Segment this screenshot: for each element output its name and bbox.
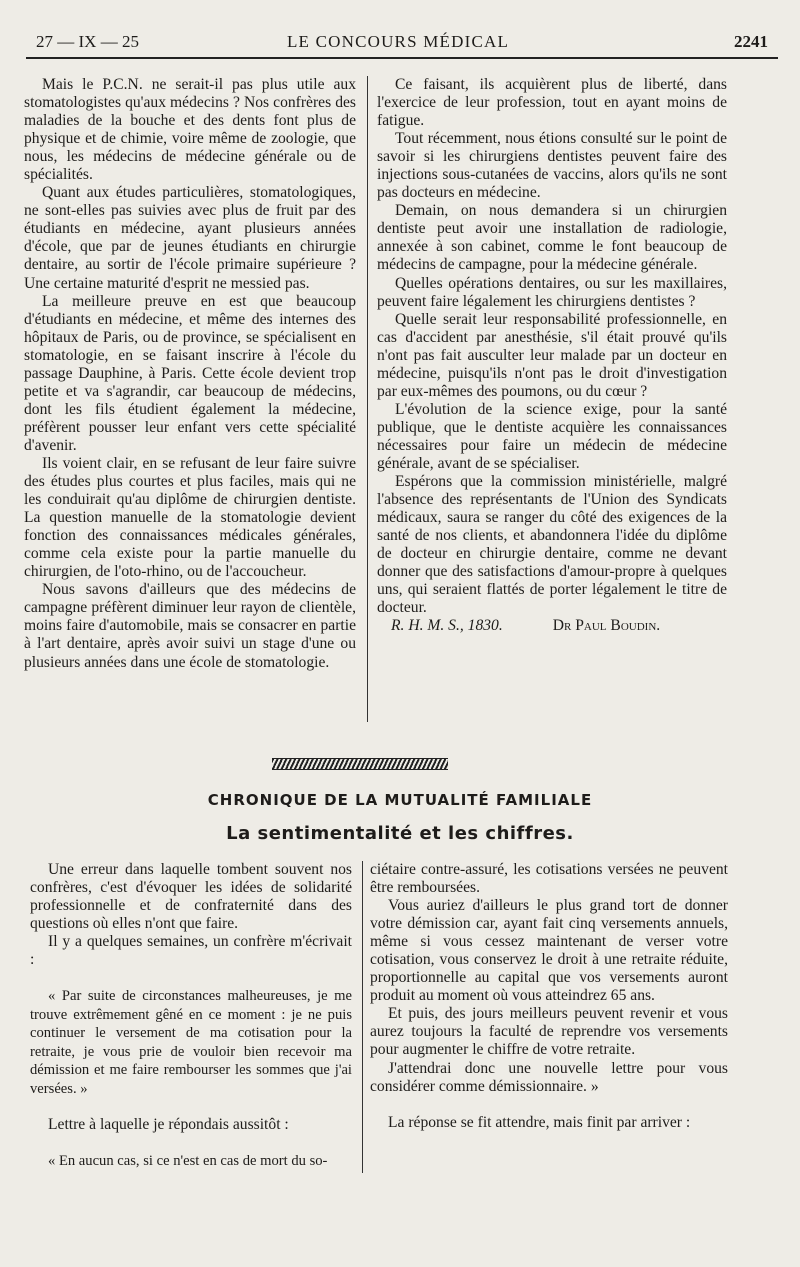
running-header bbox=[26, 30, 770, 56]
bottom-right-column bbox=[370, 861, 728, 1132]
header-rule bbox=[26, 57, 778, 59]
paragraph: Une erreur dans laquelle tombent souvent nos confrères, c'est d'évoquer les idées de solidarité professionnelle et de confraternité dans des questions où elles n'ont que faire. bbox=[30, 861, 352, 933]
paragraph: Demain, on nous demandera si un chirurgien dentiste peut avoir une installation de radiologie, annexée à son cabinet, comme le font beaucoup de médecins de campagne, pour la médecine générale. bbox=[377, 202, 727, 274]
paragraph: Vous auriez d'ailleurs le plus grand tort de donner votre démission car, ayant fait cinq versements annuels, même si vous cessez maintenant de verser votre cotisation, vous conservez le droit à une retraite réduite, proportionnelle au capital que vos versements auront produit au moment où vous atteindrez 65 ans. bbox=[370, 897, 728, 1005]
issue-date: 27 — IX — 25 bbox=[36, 32, 139, 51]
section-ornament bbox=[272, 758, 448, 770]
paragraph: Et puis, des jours meilleurs peuvent revenir et vous aurez toujours la faculté de reprendre vos versements pour augmenter le chiffre de votre retraite. bbox=[370, 1005, 728, 1059]
paragraph: Quelle serait leur responsabilité professionnelle, en cas d'accident par anesthésie, s'il était prouvé qu'ils n'ont pas fait ausculter leur malade par un docteur en médecine, puisqu'ils n'ont pas le droit d'investigation par eux-mêmes des poumons, ou du cœur ? bbox=[377, 310, 727, 400]
column-rule bbox=[362, 861, 363, 1173]
paragraph: Il y a quelques semaines, un confrère m'écrivait : bbox=[30, 933, 352, 969]
paragraph: La réponse se fit attendre, mais finit par arriver : bbox=[388, 1113, 691, 1131]
paragraph: Quelles opérations dentaires, ou sur les maxillaires, peuvent faire légalement les chirurgiens dentistes ? bbox=[377, 274, 727, 310]
paragraph: Ils voient clair, en se refusant de leur faire suivre des études plus courtes et plus faciles, mais qui ne les conduirait qu'au diplôme de chirurgien dentiste. La question manuelle de la stomatologie devient fonction des connaissances médicales générales, comme cela existe pour la partie manuelle du chirurgien, de l'oto-rhino, ou de l'accoucheur. bbox=[24, 454, 356, 581]
page-number: 2241 bbox=[734, 32, 768, 51]
article-source: R. H. M. S., 1830. bbox=[391, 617, 503, 635]
reply-start: « En aucun cas, si ce n'est en cas de mort du so- bbox=[48, 1153, 328, 1170]
top-left-column bbox=[24, 76, 356, 672]
article-author: Dr Paul Boudin. bbox=[552, 617, 661, 635]
signature-line bbox=[377, 617, 727, 635]
paragraph: Tout récemment, nous étions consulté sur le point de savoir si les chirurgiens dentistes peuvent faire des injections sous-cutanées de vaccins, alors qu'ils ne sont pas docteurs en médecine. bbox=[377, 130, 727, 202]
paragraph: Mais le P.C.N. ne serait-il pas plus utile aux stomatologistes qu'aux médecins ? Nos confrères des maladies de la bouche et des dents font plus de physique et de chimie, voire même de zoologie, que nous, les médecins de médecine générale ou de spécialités. bbox=[24, 76, 356, 184]
paragraph: J'attendrai donc une nouvelle lettre pour vous considérer comme démissionnaire. » bbox=[370, 1059, 728, 1095]
column-rule bbox=[367, 76, 368, 722]
top-right-column bbox=[377, 76, 727, 635]
section-title: CHRONIQUE DE LA MUTUALITÉ FAMILIALE bbox=[207, 791, 593, 809]
paragraph: Nous savons d'ailleurs que des médecins de campagne préfèrent diminuer leur rayon de clientèle, moins faire d'automobile, mais se consacrer en partie à l'art dentaire, après avoir suivi un stage d'une ou plusieurs années dans une école de stomatologie. bbox=[24, 581, 356, 671]
journal-title: LE CONCOURS MÉDICAL bbox=[286, 32, 510, 51]
paragraph: L'évolution de la science exige, pour la santé publique, que le dentiste acquière les connaissances nécessaires pour faire un médecin de médecine générale, avant de se spécialiser. bbox=[377, 400, 727, 472]
paragraph: Espérons que la commission ministérielle, malgré l'absence des représentants de l'Union des Syndicats médicaux, saura se ranger du côté des exigences de la santé de nos clients, et abandonnera l'idée du diplôme de docteur en chirurgie dentaire, comme ne devant donner que des satisfactions d'amour-propre à quelques uns, qui seraient flattés de porter légalement le titre de docteur. bbox=[377, 473, 727, 617]
section-subtitle: La sentimentalité et les chiffres. bbox=[226, 823, 574, 844]
paragraph: La meilleure preuve en est que beaucoup d'étudiants en médecine, et même des internes des hôpitaux de Paris, ou de province, se spécialisent en stomatologie, en se faisant inscrire à l'école du passage Dauphine, à Paris. Cette école devient trop petite et va s'agrandir, car beaucoup de médecins, dont les fils étudient également la médecine, préfèrent pousser leur enfant vers cette spécialité d'avenir. bbox=[24, 292, 356, 454]
quoted-letter: « Par suite de circonstances malheureuses, je me trouve extrêmement gêné en ce moment : je ne puis continuer le versement de ma cotisation pour la retraite, je vous prie de vouloir bien recevoir ma démission et me faire rembourser les sommes que j'ai versées. » bbox=[30, 988, 352, 1097]
paragraph: ciétaire contre-assuré, les cotisations versées ne peuvent être remboursées. bbox=[370, 861, 728, 897]
paragraph: Lettre à laquelle je répondais aussitôt : bbox=[48, 1116, 289, 1134]
paragraph: Ce faisant, ils acquièrent plus de liberté, dans l'exercice de leur profession, tout en ayant moins de fatigue. bbox=[377, 76, 727, 130]
paragraph: Quant aux études particulières, stomatologiques, ne sont-elles pas suivies avec plus de fruit par des étudiants en médecine, ayant plusieurs années d'école, que par de jeunes étudiants en chirurgie dentaire, au sortir de l'école primaire supérieure ? Une certaine maturité d'esprit ne messied pas. bbox=[24, 184, 356, 292]
bottom-left-column bbox=[30, 861, 352, 1171]
